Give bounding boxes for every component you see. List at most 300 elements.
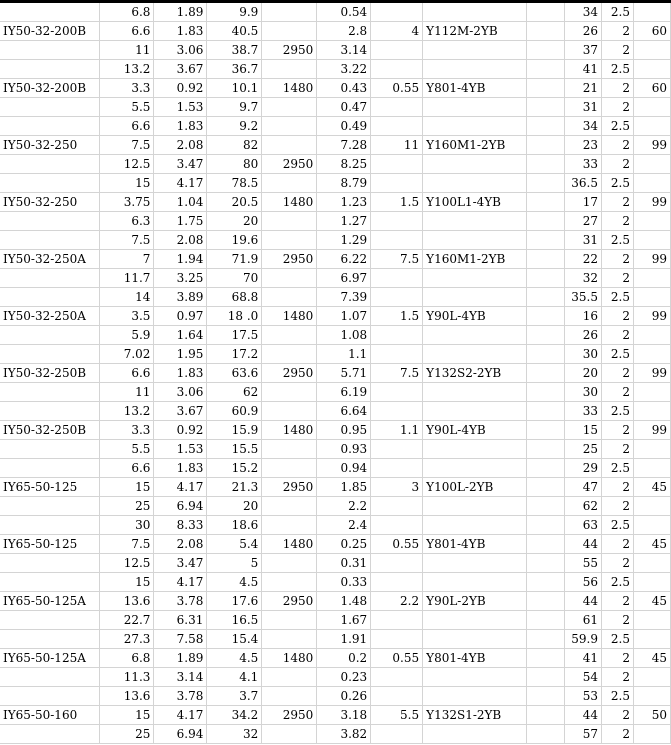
cell-motor-power[interactable] [371,174,423,193]
cell-npsh[interactable]: 2 [601,383,633,402]
cell-blank[interactable] [527,3,565,22]
cell-motor-power[interactable] [371,440,423,459]
cell-model[interactable]: IY50-32-250A [0,250,100,269]
cell-head[interactable]: 9.7 [207,98,262,117]
cell-motor-power[interactable] [371,326,423,345]
cell-weight[interactable] [633,725,670,744]
cell-blank[interactable] [527,364,565,383]
cell-npsh[interactable]: 2.5 [601,687,633,706]
cell-model[interactable] [0,98,100,117]
cell-npsh[interactable]: 2.5 [601,60,633,79]
cell-efficiency[interactable]: 36.5 [565,174,602,193]
cell-flow-m3h[interactable]: 11.7 [100,269,154,288]
cell-flow-ls[interactable]: 3.47 [154,155,207,174]
cell-weight[interactable]: 60 [633,79,670,98]
cell-weight[interactable] [633,41,670,60]
cell-flow-m3h[interactable]: 6.6 [100,364,154,383]
cell-shaft-power[interactable]: 0.47 [317,98,371,117]
cell-head[interactable]: 63.6 [207,364,262,383]
cell-flow-ls[interactable]: 3.67 [154,60,207,79]
cell-weight[interactable]: 99 [633,421,670,440]
cell-weight[interactable] [633,98,670,117]
cell-speed[interactable] [262,687,317,706]
cell-flow-m3h[interactable]: 15 [100,478,154,497]
cell-flow-ls[interactable]: 1.94 [154,250,207,269]
cell-shaft-power[interactable]: 8.79 [317,174,371,193]
cell-flow-ls[interactable]: 2.08 [154,136,207,155]
cell-head[interactable]: 15.9 [207,421,262,440]
cell-model[interactable] [0,231,100,250]
cell-blank[interactable] [527,136,565,155]
cell-blank[interactable] [527,231,565,250]
cell-weight[interactable] [633,630,670,649]
cell-flow-m3h[interactable]: 5.5 [100,98,154,117]
cell-flow-m3h[interactable]: 3.75 [100,193,154,212]
cell-efficiency[interactable]: 62 [565,497,602,516]
cell-weight[interactable]: 60 [633,22,670,41]
cell-blank[interactable] [527,611,565,630]
cell-weight[interactable] [633,345,670,364]
cell-weight[interactable]: 99 [633,307,670,326]
cell-speed[interactable] [262,231,317,250]
cell-weight[interactable]: 45 [633,535,670,554]
cell-blank[interactable] [527,630,565,649]
cell-motor-model[interactable] [423,288,527,307]
cell-model[interactable] [0,402,100,421]
cell-speed[interactable]: 2950 [262,478,317,497]
cell-motor-model[interactable]: Y801-4YB [423,79,527,98]
cell-npsh[interactable]: 2 [601,554,633,573]
cell-motor-power[interactable] [371,383,423,402]
cell-shaft-power[interactable]: 1.85 [317,478,371,497]
cell-motor-power[interactable] [371,212,423,231]
cell-flow-m3h[interactable]: 11 [100,41,154,60]
cell-flow-m3h[interactable]: 25 [100,725,154,744]
cell-flow-ls[interactable]: 3.06 [154,41,207,60]
cell-motor-power[interactable]: 1.5 [371,307,423,326]
cell-motor-model[interactable]: Y801-4YB [423,649,527,668]
cell-flow-m3h[interactable]: 13.2 [100,402,154,421]
cell-motor-power[interactable] [371,269,423,288]
cell-shaft-power[interactable]: 0.93 [317,440,371,459]
cell-weight[interactable] [633,687,670,706]
cell-blank[interactable] [527,193,565,212]
cell-motor-power[interactable]: 3 [371,478,423,497]
cell-motor-model[interactable] [423,3,527,22]
cell-blank[interactable] [527,79,565,98]
cell-npsh[interactable]: 2.5 [601,117,633,136]
cell-speed[interactable] [262,573,317,592]
cell-npsh[interactable]: 2.5 [601,345,633,364]
cell-shaft-power[interactable]: 1.23 [317,193,371,212]
cell-speed[interactable]: 2950 [262,250,317,269]
cell-motor-model[interactable]: Y160M1-2YB [423,136,527,155]
cell-npsh[interactable]: 2 [601,326,633,345]
cell-efficiency[interactable]: 61 [565,611,602,630]
cell-efficiency[interactable]: 56 [565,573,602,592]
cell-shaft-power[interactable]: 7.39 [317,288,371,307]
cell-model[interactable] [0,516,100,535]
cell-flow-m3h[interactable]: 5.5 [100,440,154,459]
cell-motor-power[interactable] [371,402,423,421]
cell-flow-m3h[interactable]: 25 [100,497,154,516]
cell-efficiency[interactable]: 44 [565,706,602,725]
cell-motor-model[interactable] [423,98,527,117]
cell-motor-power[interactable] [371,668,423,687]
cell-shaft-power[interactable]: 0.2 [317,649,371,668]
cell-flow-m3h[interactable]: 7.02 [100,345,154,364]
cell-head[interactable]: 71.9 [207,250,262,269]
cell-flow-m3h[interactable]: 27.3 [100,630,154,649]
cell-model[interactable]: IY65-50-125 [0,535,100,554]
cell-flow-ls[interactable]: 0.92 [154,421,207,440]
cell-npsh[interactable]: 2 [601,497,633,516]
cell-efficiency[interactable]: 47 [565,478,602,497]
cell-speed[interactable]: 1480 [262,535,317,554]
cell-motor-power[interactable] [371,516,423,535]
cell-head[interactable]: 40.5 [207,22,262,41]
cell-model[interactable] [0,668,100,687]
cell-blank[interactable] [527,497,565,516]
cell-flow-ls[interactable]: 1.04 [154,193,207,212]
cell-motor-model[interactable]: Y112M-2YB [423,22,527,41]
cell-motor-model[interactable]: Y90L-2YB [423,592,527,611]
cell-efficiency[interactable]: 35.5 [565,288,602,307]
cell-motor-model[interactable]: Y160M1-2YB [423,250,527,269]
cell-weight[interactable] [633,497,670,516]
cell-speed[interactable] [262,174,317,193]
cell-weight[interactable] [633,326,670,345]
cell-weight[interactable] [633,516,670,535]
cell-speed[interactable]: 2950 [262,41,317,60]
cell-motor-model[interactable] [423,117,527,136]
cell-npsh[interactable]: 2.5 [601,459,633,478]
cell-flow-ls[interactable]: 1.53 [154,440,207,459]
cell-weight[interactable] [633,573,670,592]
cell-motor-model[interactable] [423,269,527,288]
cell-npsh[interactable]: 2.5 [601,630,633,649]
cell-flow-ls[interactable]: 1.83 [154,364,207,383]
cell-model[interactable]: IY65-50-160 [0,706,100,725]
cell-weight[interactable] [633,155,670,174]
cell-flow-ls[interactable]: 6.94 [154,497,207,516]
cell-weight[interactable] [633,440,670,459]
cell-model[interactable]: IY50-32-250 [0,136,100,155]
cell-efficiency[interactable]: 29 [565,459,602,478]
cell-shaft-power[interactable]: 6.64 [317,402,371,421]
cell-model[interactable] [0,554,100,573]
cell-shaft-power[interactable]: 3.22 [317,60,371,79]
cell-flow-ls[interactable]: 4.17 [154,573,207,592]
cell-shaft-power[interactable]: 0.25 [317,535,371,554]
cell-motor-power[interactable] [371,98,423,117]
cell-head[interactable]: 21.3 [207,478,262,497]
cell-motor-model[interactable]: Y90L-4YB [423,421,527,440]
cell-motor-model[interactable] [423,440,527,459]
cell-npsh[interactable]: 2 [601,611,633,630]
cell-speed[interactable] [262,3,317,22]
cell-flow-m3h[interactable]: 6.8 [100,3,154,22]
cell-motor-power[interactable] [371,231,423,250]
cell-motor-model[interactable] [423,174,527,193]
cell-motor-power[interactable]: 0.55 [371,535,423,554]
cell-blank[interactable] [527,98,565,117]
cell-flow-ls[interactable]: 7.58 [154,630,207,649]
cell-motor-power[interactable]: 2.2 [371,592,423,611]
cell-blank[interactable] [527,288,565,307]
cell-weight[interactable] [633,611,670,630]
cell-speed[interactable]: 2950 [262,155,317,174]
cell-npsh[interactable]: 2 [601,478,633,497]
cell-model[interactable] [0,3,100,22]
cell-speed[interactable] [262,668,317,687]
cell-flow-m3h[interactable]: 12.5 [100,155,154,174]
cell-model[interactable] [0,174,100,193]
cell-motor-model[interactable] [423,611,527,630]
cell-flow-ls[interactable]: 3.47 [154,554,207,573]
cell-npsh[interactable]: 2.5 [601,516,633,535]
cell-blank[interactable] [527,459,565,478]
cell-motor-model[interactable] [423,725,527,744]
cell-flow-m3h[interactable]: 3.3 [100,421,154,440]
cell-weight[interactable]: 99 [633,136,670,155]
cell-blank[interactable] [527,687,565,706]
cell-flow-m3h[interactable]: 13.6 [100,687,154,706]
cell-shaft-power[interactable]: 1.67 [317,611,371,630]
cell-flow-m3h[interactable]: 30 [100,516,154,535]
cell-model[interactable] [0,497,100,516]
cell-speed[interactable] [262,630,317,649]
cell-motor-model[interactable] [423,383,527,402]
cell-blank[interactable] [527,212,565,231]
cell-motor-power[interactable]: 0.55 [371,649,423,668]
cell-npsh[interactable]: 2 [601,421,633,440]
cell-efficiency[interactable]: 41 [565,649,602,668]
cell-npsh[interactable]: 2 [601,250,633,269]
cell-flow-ls[interactable]: 8.33 [154,516,207,535]
cell-model[interactable]: IY65-50-125 [0,478,100,497]
cell-efficiency[interactable]: 17 [565,193,602,212]
cell-model[interactable] [0,345,100,364]
cell-speed[interactable] [262,459,317,478]
cell-head[interactable]: 20 [207,212,262,231]
cell-npsh[interactable]: 2 [601,212,633,231]
cell-blank[interactable] [527,573,565,592]
cell-flow-m3h[interactable]: 6.6 [100,117,154,136]
cell-speed[interactable]: 1480 [262,79,317,98]
cell-motor-model[interactable] [423,60,527,79]
cell-blank[interactable] [527,725,565,744]
cell-shaft-power[interactable]: 1.91 [317,630,371,649]
cell-blank[interactable] [527,554,565,573]
cell-speed[interactable] [262,402,317,421]
cell-npsh[interactable]: 2 [601,725,633,744]
cell-motor-power[interactable] [371,459,423,478]
cell-head[interactable]: 9.9 [207,3,262,22]
cell-efficiency[interactable]: 25 [565,440,602,459]
cell-motor-model[interactable] [423,687,527,706]
cell-efficiency[interactable]: 20 [565,364,602,383]
cell-head[interactable]: 20 [207,497,262,516]
cell-weight[interactable] [633,174,670,193]
cell-shaft-power[interactable]: 0.43 [317,79,371,98]
cell-motor-model[interactable] [423,231,527,250]
cell-speed[interactable]: 1480 [262,649,317,668]
cell-shaft-power[interactable]: 8.25 [317,155,371,174]
cell-speed[interactable] [262,212,317,231]
cell-efficiency[interactable]: 44 [565,535,602,554]
cell-npsh[interactable]: 2 [601,535,633,554]
cell-npsh[interactable]: 2 [601,440,633,459]
cell-flow-ls[interactable]: 1.83 [154,22,207,41]
cell-head[interactable]: 20.5 [207,193,262,212]
cell-shaft-power[interactable]: 3.82 [317,725,371,744]
cell-npsh[interactable]: 2.5 [601,231,633,250]
cell-blank[interactable] [527,307,565,326]
cell-model[interactable] [0,155,100,174]
cell-model[interactable]: IY65-50-125A [0,592,100,611]
cell-shaft-power[interactable]: 0.95 [317,421,371,440]
cell-blank[interactable] [527,668,565,687]
cell-motor-power[interactable] [371,687,423,706]
cell-weight[interactable] [633,402,670,421]
cell-npsh[interactable]: 2 [601,592,633,611]
cell-speed[interactable]: 2950 [262,706,317,725]
cell-motor-model[interactable] [423,573,527,592]
cell-npsh[interactable]: 2 [601,193,633,212]
cell-speed[interactable]: 1480 [262,421,317,440]
cell-model[interactable]: IY50-32-200B [0,79,100,98]
cell-flow-m3h[interactable]: 11 [100,383,154,402]
cell-model[interactable] [0,630,100,649]
cell-flow-m3h[interactable]: 13.6 [100,592,154,611]
cell-motor-power[interactable] [371,3,423,22]
cell-shaft-power[interactable]: 2.4 [317,516,371,535]
cell-shaft-power[interactable]: 1.1 [317,345,371,364]
cell-flow-ls[interactable]: 3.25 [154,269,207,288]
cell-motor-power[interactable] [371,41,423,60]
cell-head[interactable]: 5.4 [207,535,262,554]
cell-speed[interactable]: 1480 [262,307,317,326]
cell-motor-power[interactable] [371,117,423,136]
cell-shaft-power[interactable]: 7.28 [317,136,371,155]
cell-shaft-power[interactable]: 0.23 [317,668,371,687]
cell-head[interactable]: 15.5 [207,440,262,459]
cell-npsh[interactable]: 2 [601,22,633,41]
cell-npsh[interactable]: 2 [601,136,633,155]
cell-flow-ls[interactable]: 1.83 [154,117,207,136]
cell-model[interactable] [0,60,100,79]
cell-efficiency[interactable]: 30 [565,383,602,402]
cell-efficiency[interactable]: 32 [565,269,602,288]
cell-efficiency[interactable]: 15 [565,421,602,440]
cell-flow-m3h[interactable]: 6.3 [100,212,154,231]
cell-npsh[interactable]: 2 [601,668,633,687]
cell-npsh[interactable]: 2 [601,269,633,288]
cell-shaft-power[interactable]: 0.94 [317,459,371,478]
cell-speed[interactable] [262,497,317,516]
cell-head[interactable]: 5 [207,554,262,573]
cell-flow-ls[interactable]: 4.17 [154,478,207,497]
cell-head[interactable]: 68.8 [207,288,262,307]
cell-motor-power[interactable]: 11 [371,136,423,155]
cell-blank[interactable] [527,41,565,60]
cell-motor-model[interactable] [423,155,527,174]
cell-motor-power[interactable] [371,611,423,630]
cell-speed[interactable] [262,440,317,459]
cell-flow-m3h[interactable]: 3.5 [100,307,154,326]
cell-efficiency[interactable]: 34 [565,3,602,22]
cell-speed[interactable] [262,98,317,117]
cell-motor-power[interactable]: 0.55 [371,79,423,98]
cell-speed[interactable]: 2950 [262,364,317,383]
cell-motor-model[interactable]: Y100L-2YB [423,478,527,497]
cell-weight[interactable] [633,668,670,687]
cell-model[interactable]: IY50-32-200B [0,22,100,41]
cell-motor-power[interactable] [371,725,423,744]
cell-efficiency[interactable]: 59.9 [565,630,602,649]
cell-efficiency[interactable]: 41 [565,60,602,79]
cell-motor-model[interactable] [423,497,527,516]
cell-head[interactable]: 10.1 [207,79,262,98]
cell-head[interactable]: 34.2 [207,706,262,725]
cell-motor-power[interactable]: 1.1 [371,421,423,440]
cell-flow-ls[interactable]: 1.53 [154,98,207,117]
cell-speed[interactable] [262,345,317,364]
cell-flow-m3h[interactable]: 7.5 [100,535,154,554]
cell-model[interactable] [0,687,100,706]
cell-npsh[interactable]: 2.5 [601,3,633,22]
cell-flow-m3h[interactable]: 15 [100,573,154,592]
cell-speed[interactable] [262,60,317,79]
cell-motor-model[interactable] [423,668,527,687]
cell-blank[interactable] [527,649,565,668]
cell-model[interactable]: IY50-32-250B [0,421,100,440]
cell-efficiency[interactable]: 53 [565,687,602,706]
cell-blank[interactable] [527,478,565,497]
cell-flow-ls[interactable]: 3.14 [154,668,207,687]
cell-efficiency[interactable]: 22 [565,250,602,269]
cell-blank[interactable] [527,402,565,421]
cell-weight[interactable]: 45 [633,592,670,611]
cell-model[interactable] [0,117,100,136]
cell-weight[interactable] [633,231,670,250]
cell-speed[interactable]: 1480 [262,193,317,212]
cell-efficiency[interactable]: 27 [565,212,602,231]
cell-npsh[interactable]: 2 [601,364,633,383]
cell-motor-power[interactable] [371,554,423,573]
cell-flow-m3h[interactable]: 7.5 [100,136,154,155]
cell-model[interactable] [0,459,100,478]
cell-npsh[interactable]: 2 [601,98,633,117]
cell-flow-m3h[interactable]: 12.5 [100,554,154,573]
cell-motor-model[interactable] [423,516,527,535]
cell-shaft-power[interactable]: 3.14 [317,41,371,60]
cell-motor-model[interactable] [423,459,527,478]
cell-motor-model[interactable]: Y132S2-2YB [423,364,527,383]
cell-head[interactable]: 70 [207,269,262,288]
cell-npsh[interactable]: 2.5 [601,573,633,592]
cell-blank[interactable] [527,421,565,440]
cell-head[interactable]: 15.4 [207,630,262,649]
cell-efficiency[interactable]: 44 [565,592,602,611]
cell-efficiency[interactable]: 21 [565,79,602,98]
cell-flow-m3h[interactable]: 6.6 [100,459,154,478]
cell-motor-power[interactable]: 7.5 [371,250,423,269]
cell-head[interactable]: 36.7 [207,60,262,79]
cell-motor-model[interactable] [423,554,527,573]
cell-motor-power[interactable] [371,630,423,649]
